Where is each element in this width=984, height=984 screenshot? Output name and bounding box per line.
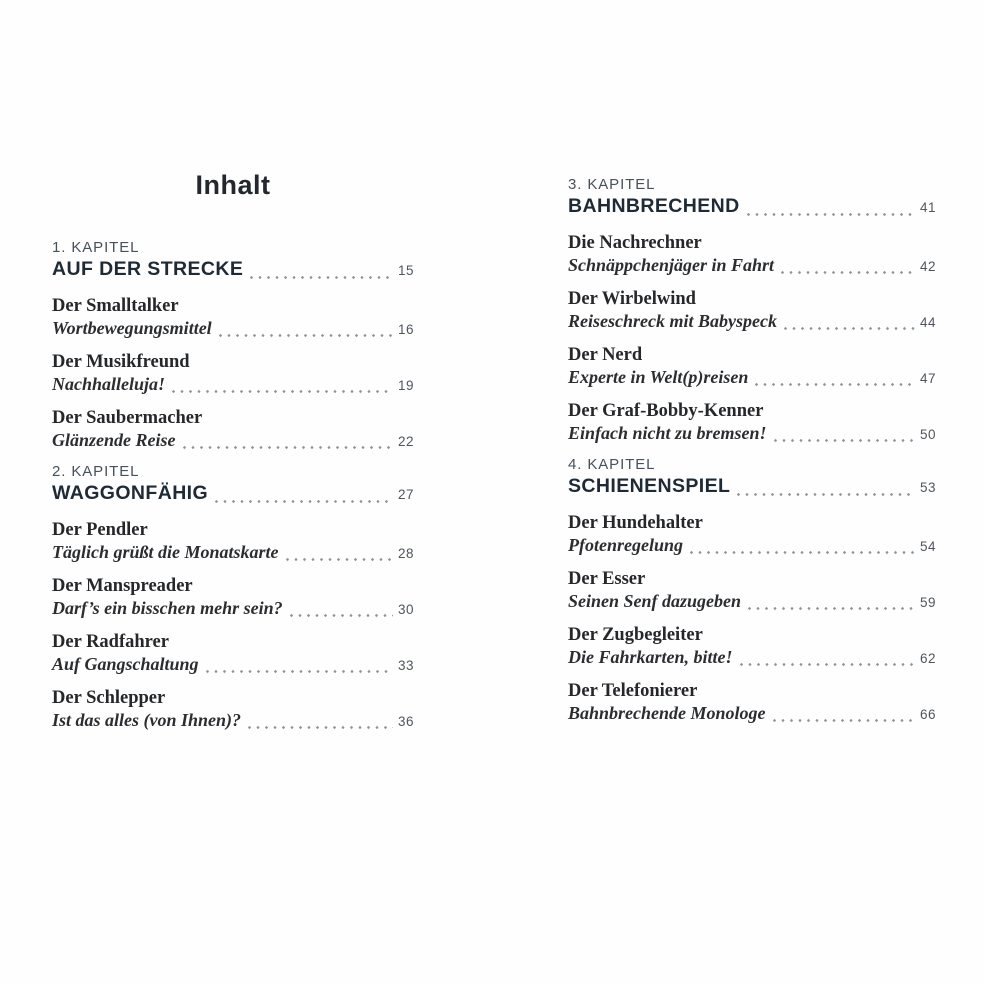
page-number: 59 — [919, 595, 936, 610]
leader-dots — [755, 383, 915, 386]
entry-row — [52, 653, 414, 677]
leader-dots — [773, 719, 915, 722]
chapter-title: WAGGONFÄHIG — [52, 482, 209, 504]
leader-dots — [784, 327, 915, 330]
leader-dots — [781, 271, 915, 274]
toc-entry — [568, 568, 936, 614]
page-number: 53 — [919, 480, 936, 495]
toc-entry — [52, 295, 414, 341]
toc-entry — [568, 344, 936, 390]
toc-column-right — [568, 176, 936, 736]
leader-dots — [690, 551, 915, 554]
page-number: 50 — [919, 427, 936, 442]
entry-title: Der Saubermacher — [52, 408, 203, 428]
toc-entry — [568, 288, 936, 334]
toc-entry — [568, 232, 936, 278]
chapter-block — [52, 239, 414, 283]
entry-row — [52, 541, 414, 565]
leader-dots — [748, 607, 915, 610]
entry-subtitle: Pfotenregelung — [568, 535, 683, 555]
page-number: 62 — [919, 651, 936, 666]
entry-title: Die Nachrechner — [568, 233, 702, 253]
entry-row — [52, 317, 414, 341]
entry-title: Der Hundehalter — [568, 513, 703, 533]
chapter-row — [52, 481, 414, 507]
leader-dots — [250, 276, 393, 279]
entry-title: Der Wirbelwind — [568, 289, 696, 309]
entry-row — [52, 429, 414, 453]
leader-dots — [206, 670, 393, 673]
page-number: 22 — [397, 434, 414, 449]
chapter-block — [52, 463, 414, 507]
entry-subtitle: Glänzende Reise — [52, 430, 176, 450]
page-number: 54 — [919, 539, 936, 554]
entry-row — [568, 254, 936, 278]
entry-title: Der Pendler — [52, 520, 148, 540]
leader-dots — [290, 614, 393, 617]
leader-dots — [183, 446, 393, 449]
page-number: 15 — [397, 263, 414, 278]
leader-dots — [286, 558, 393, 561]
leader-dots — [219, 334, 393, 337]
page-number: 41 — [919, 200, 936, 215]
entry-title: Der Esser — [568, 569, 646, 589]
leader-dots — [737, 493, 915, 496]
page-number: 27 — [397, 487, 414, 502]
entry-subtitle: Die Fahrkarten, bitte! — [568, 647, 733, 667]
chapter-row — [568, 474, 936, 500]
entry-row — [568, 366, 936, 390]
page-number: 19 — [397, 378, 414, 393]
entry-subtitle: Ist das alles (von Ihnen)? — [52, 710, 242, 730]
chapter-title: BAHNBRECHEND — [568, 195, 740, 217]
toc-entry — [52, 351, 414, 397]
entry-row — [52, 597, 414, 621]
toc-column-left — [52, 170, 414, 743]
chapter-row — [52, 257, 414, 283]
toc-entry — [568, 680, 936, 726]
entry-subtitle: Experte in Welt(p)reisen — [568, 367, 749, 387]
entry-row — [52, 709, 414, 733]
entry-title: Der Telefonierer — [568, 681, 698, 701]
chapter-title: AUF DER STRECKE — [52, 258, 244, 280]
entry-subtitle: Nachhalleluja! — [52, 374, 166, 394]
entry-title: Der Graf-Bobby-Kenner — [568, 401, 764, 421]
entry-subtitle: Schnäppchenjäger in Fahrt — [568, 255, 775, 275]
entry-title: Der Musikfreund — [52, 352, 190, 372]
chapter-kicker: 3. KAPITEL — [568, 176, 656, 193]
leader-dots — [774, 439, 915, 442]
entry-row — [568, 702, 936, 726]
page-number: 33 — [397, 658, 414, 673]
page-number: 47 — [919, 371, 936, 386]
entry-title: Der Radfahrer — [52, 632, 169, 652]
chapter-kicker: 2. KAPITEL — [52, 463, 140, 480]
leader-dots — [747, 213, 915, 216]
leader-dots — [740, 663, 915, 666]
chapter-block — [568, 176, 936, 220]
entry-subtitle: Wortbewegungsmittel — [52, 318, 212, 338]
toc-entry — [52, 407, 414, 453]
entry-title: Der Nerd — [568, 345, 643, 365]
page-number: 36 — [397, 714, 414, 729]
page-number: 44 — [919, 315, 936, 330]
entry-subtitle: Täglich grüßt die Monatskarte — [52, 542, 279, 562]
entry-subtitle: Auf Gangschaltung — [52, 654, 199, 674]
entry-subtitle: Bahnbrechende Monologe — [568, 703, 766, 723]
entry-row — [52, 373, 414, 397]
page-number: 66 — [919, 707, 936, 722]
entry-subtitle: Seinen Senf dazugeben — [568, 591, 742, 611]
entry-title: Der Smalltalker — [52, 296, 179, 316]
leader-dots — [172, 390, 393, 393]
toc-entry — [52, 575, 414, 621]
entry-subtitle: Darf’s ein bisschen mehr sein? — [52, 598, 283, 618]
toc-entry — [52, 687, 414, 733]
entry-row — [568, 422, 936, 446]
page-number: 28 — [397, 546, 414, 561]
leader-dots — [215, 500, 393, 503]
entry-title: Der Zugbegleiter — [568, 625, 703, 645]
entry-subtitle: Einfach nicht zu bremsen! — [568, 423, 767, 443]
chapter-kicker: 1. KAPITEL — [52, 239, 140, 256]
chapter-title: SCHIENENSPIEL — [568, 475, 731, 497]
toc-entry — [52, 519, 414, 565]
page-title: Inhalt — [195, 170, 271, 200]
entry-row — [568, 534, 936, 558]
entry-title: Der Schlepper — [52, 688, 166, 708]
chapter-row — [568, 194, 936, 220]
toc-entry — [568, 512, 936, 558]
page-number: 16 — [397, 322, 414, 337]
entry-row — [568, 590, 936, 614]
entry-row — [568, 310, 936, 334]
toc-entry — [568, 400, 936, 446]
entry-row — [568, 646, 936, 670]
entry-subtitle: Reiseschreck mit Babyspeck — [568, 311, 777, 331]
toc-entry — [568, 624, 936, 670]
chapter-kicker: 4. KAPITEL — [568, 456, 656, 473]
leader-dots — [248, 726, 393, 729]
page-number: 30 — [397, 602, 414, 617]
chapter-block — [568, 456, 936, 500]
page-number: 42 — [919, 259, 936, 274]
entry-title: Der Manspreader — [52, 576, 193, 596]
toc-entry — [52, 631, 414, 677]
